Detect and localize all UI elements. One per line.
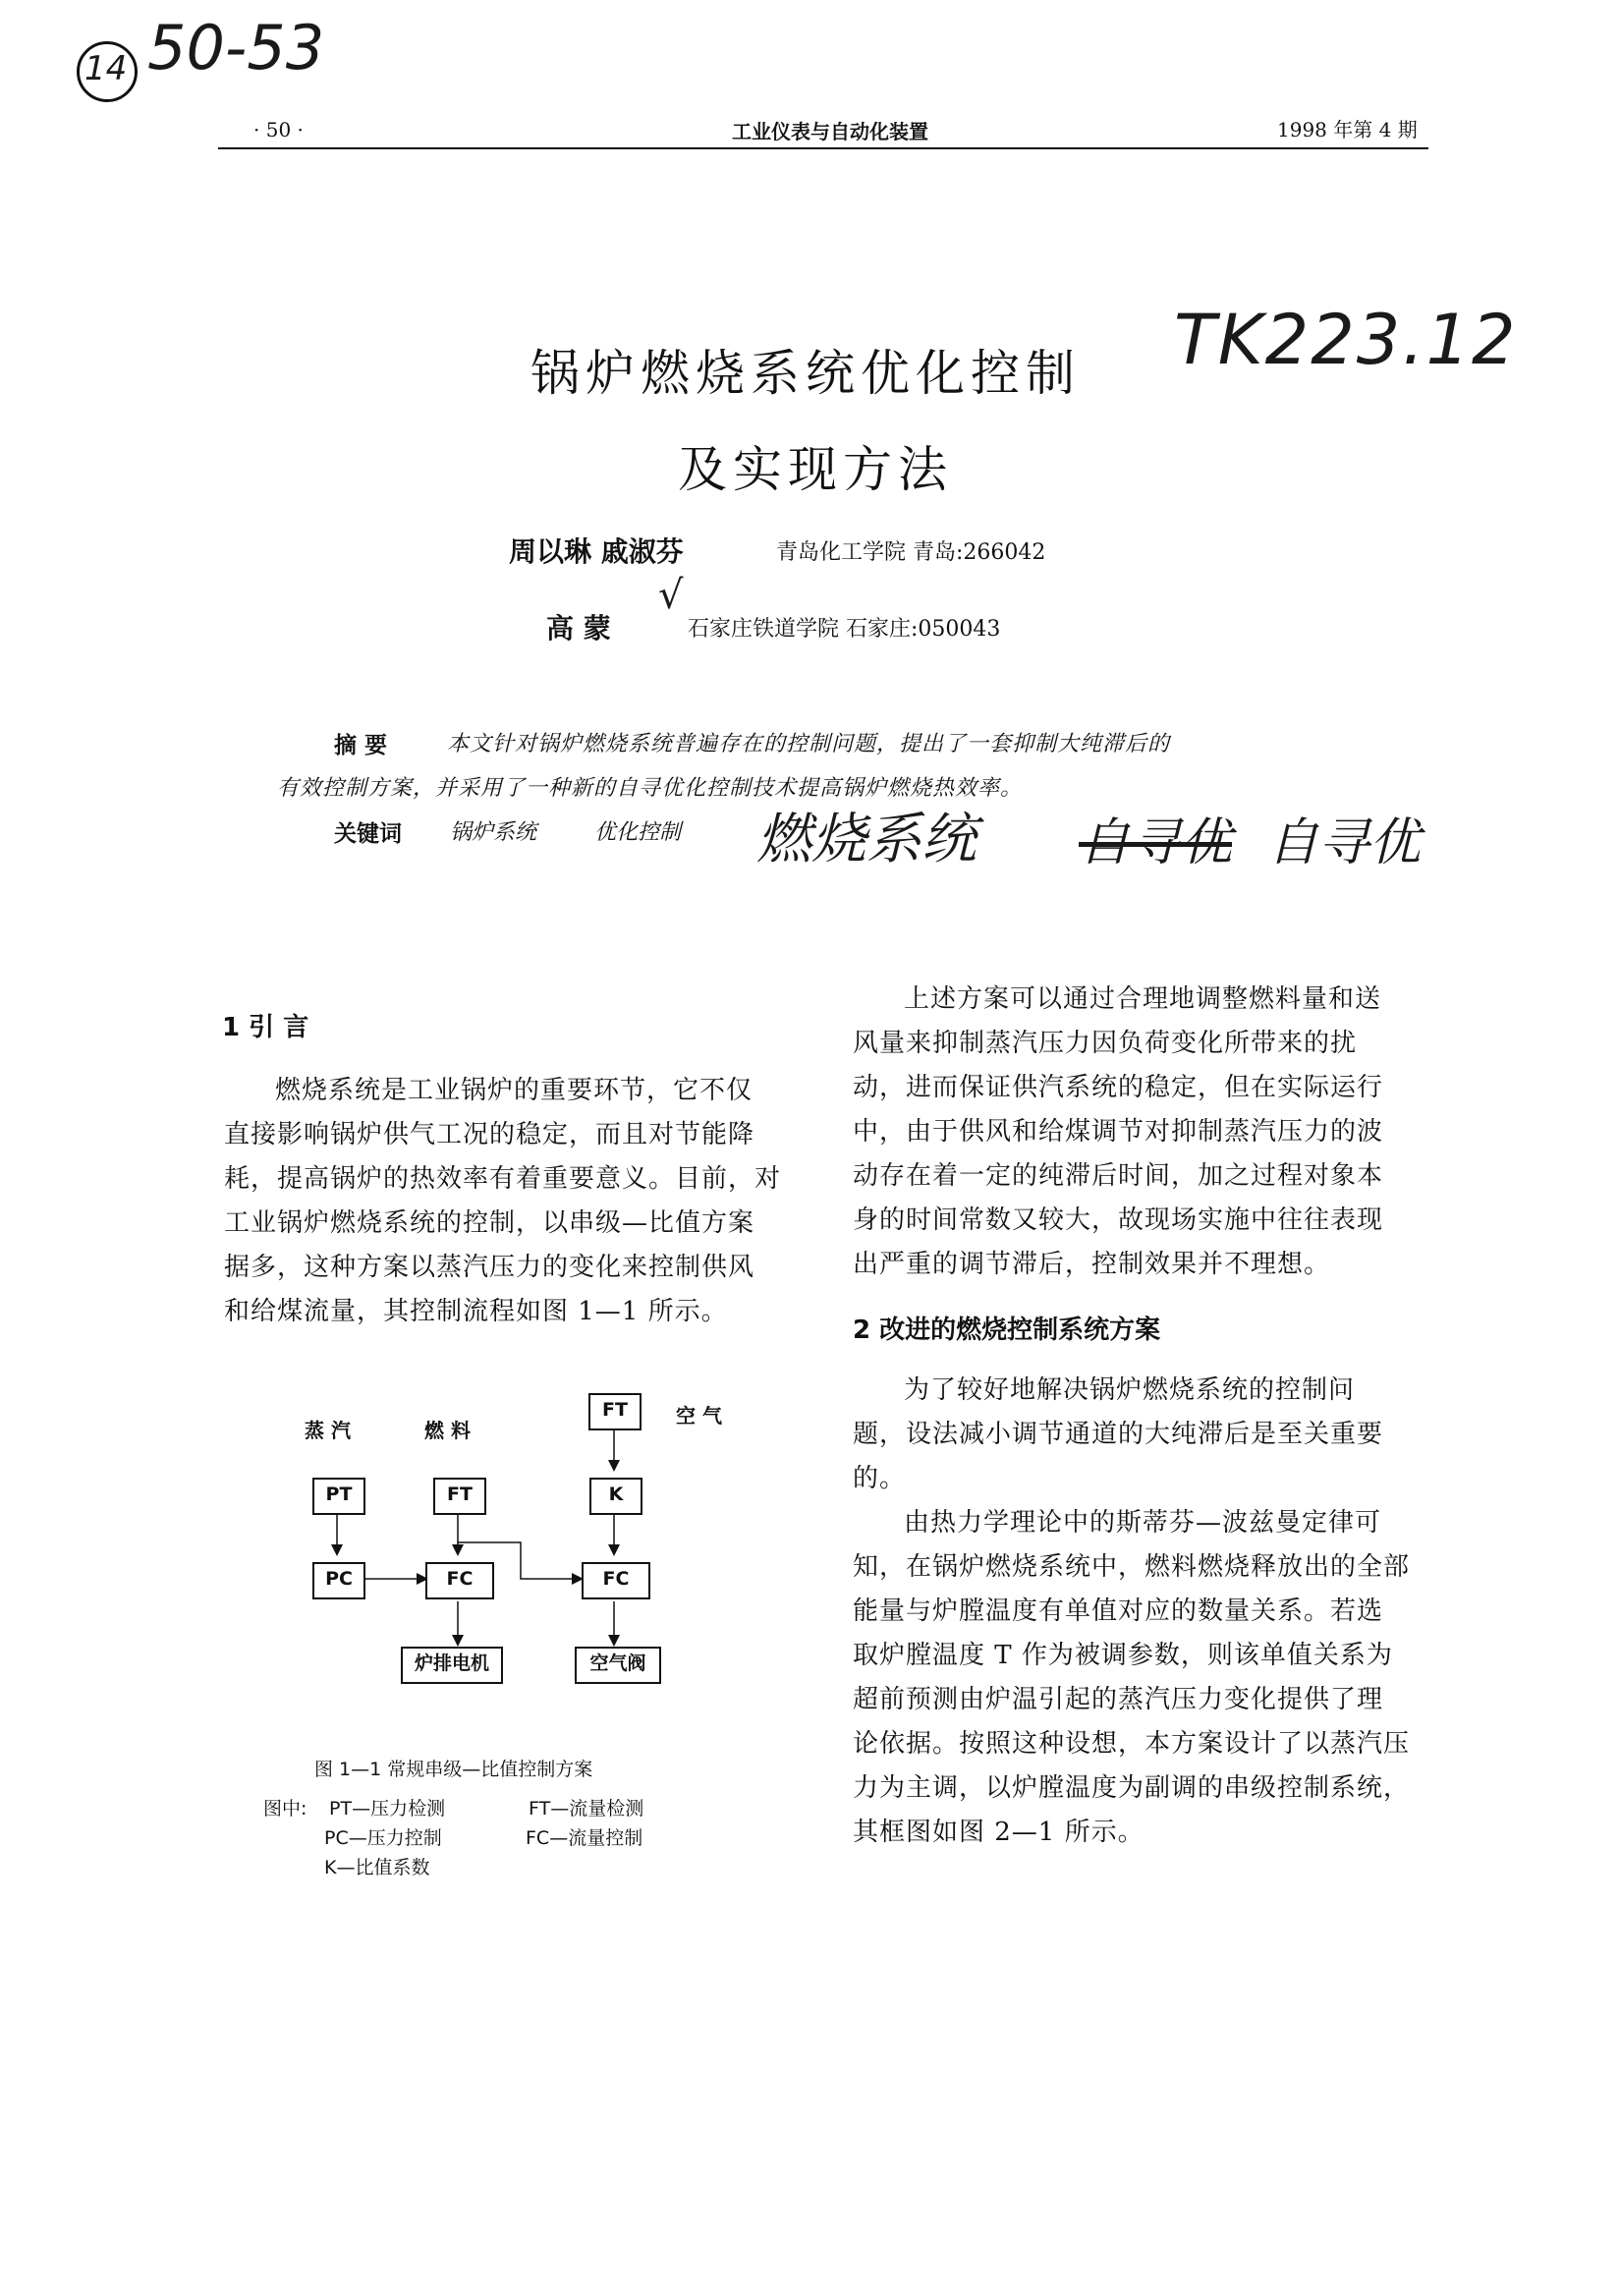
text-line: 能量与炉膛温度有单值对应的数量关系。若选: [853, 1596, 1384, 1626]
text-line: 身的时间常数又较大，故现场实施中往往表现: [853, 1205, 1384, 1235]
text-line: 其框图如图 2—1 所示。: [853, 1818, 1144, 1847]
box-fc-fuel: FC: [425, 1562, 494, 1599]
box-ft-air: FT: [588, 1393, 642, 1430]
author-affiliation-1: 青岛化工学院 青岛:266042: [776, 540, 1046, 565]
text-line: 出严重的调节滞后，控制效果并不理想。: [853, 1250, 1331, 1279]
box-pc: PC: [312, 1562, 365, 1599]
label-steam: 蒸 汽: [305, 1419, 351, 1442]
handwritten-circled-number: 14: [84, 49, 128, 88]
text-line: 耗，提高锅炉的热效率有着重要意义。目前，对: [224, 1164, 782, 1194]
text-line: 超前预测由炉温引起的蒸汽压力变化提供了理: [853, 1685, 1384, 1714]
legend-item: PT—压力检测: [329, 1798, 446, 1820]
box-fc-air: FC: [582, 1562, 650, 1599]
header-journal: 工业仪表与自动化装置: [732, 120, 928, 143]
text-line: 取炉膛温度 T 作为被调参数，则该单值关系为: [853, 1641, 1393, 1670]
right-paragraph-2: [853, 1369, 1430, 1501]
keywords-label: 关键词: [334, 821, 402, 847]
diagram-connectors: [295, 1375, 727, 1700]
text-line: 据多，这种方案以蒸汽压力的变化来控制供风: [224, 1253, 755, 1282]
text-line: 和给煤流量，其控制流程如图 1—1 所示。: [224, 1297, 728, 1326]
figure-caption: 图 1—1 常规串级—比值控制方案: [314, 1759, 593, 1780]
figure-legend-prefix: 图中:: [263, 1798, 307, 1820]
text-line: 为了较好地解决锅炉燃烧系统的控制问: [904, 1375, 1356, 1405]
box-k: K: [589, 1478, 642, 1515]
handwritten-keyword-crossed: 自寻优: [1079, 813, 1233, 872]
author-affiliation-2: 石家庄铁道学院 石家庄:050043: [688, 617, 1001, 642]
author-names-2: 高 蒙: [546, 612, 611, 644]
text-line: 动，进而保证供汽系统的稳定，但在实际运行: [853, 1073, 1384, 1102]
paper-title-line1: 锅炉燃烧系统优化控制: [530, 345, 1081, 402]
section-2-heading: 2 改进的燃烧控制系统方案: [853, 1316, 1161, 1345]
text-line: 工业锅炉燃烧系统的控制，以串级—比值方案: [224, 1208, 755, 1238]
header-issue: 1998 年第 4 期: [1277, 118, 1418, 141]
section-1-paragraph: [224, 1069, 806, 1334]
box-air-valve: 空气阀: [575, 1647, 661, 1684]
box-grate-motor: 炉排电机: [401, 1647, 503, 1684]
handwritten-keyword-selfopt: 自寻优: [1267, 813, 1422, 872]
handwritten-keyword-combustion: 燃烧系统: [756, 808, 977, 871]
legend-item: FT—流量检测: [529, 1798, 644, 1820]
text-line: 知，在锅炉燃烧系统中，燃料燃烧释放出的全部: [853, 1552, 1411, 1582]
label-fuel: 燃 料: [424, 1419, 471, 1442]
box-ft-fuel: FT: [433, 1478, 486, 1515]
text-line: 燃烧系统是工业锅炉的重要环节，它不仅: [275, 1076, 754, 1105]
section-1-heading: 1 引 言: [222, 1013, 309, 1042]
header-page-number: · 50 ·: [253, 118, 304, 141]
text-line: 动存在着一定的纯滞后时间，加之过程对象本: [853, 1161, 1384, 1191]
handwritten-class-code: TK223.12: [1174, 300, 1518, 380]
right-paragraph-1: [853, 978, 1430, 1287]
right-paragraph-3: [853, 1501, 1430, 1855]
text-line: 的。: [853, 1464, 907, 1493]
paper-title-line2: 及实现方法: [678, 441, 953, 498]
text-line: 风量来抑制蒸汽压力因负荷变化所带来的扰: [853, 1029, 1358, 1058]
legend-item: PC—压力控制: [324, 1827, 442, 1849]
text-line: 由热力学理论中的斯蒂芬—波兹曼定律可: [904, 1508, 1382, 1538]
text-line: 上述方案可以通过合理地调整燃料量和送: [904, 984, 1382, 1014]
keyword-1: 锅炉系统: [450, 820, 537, 845]
abstract-line-2: 有效控制方案，并采用了一种新的自寻优化控制技术提高锅炉燃烧热效率。: [277, 776, 1024, 801]
text-line: 题，设法减小调节通道的大纯滞后是至关重要: [853, 1420, 1384, 1449]
handwritten-check-mark: √: [658, 573, 684, 618]
legend-item: FC—流量控制: [526, 1827, 643, 1849]
text-line: 力为主调，以炉膛温度为副调的串级控制系统，: [853, 1773, 1411, 1803]
abstract-line-1: 本文针对锅炉燃烧系统普遍存在的控制问题，提出了一套抑制大纯滞后的: [447, 732, 1171, 756]
text-line: 直接影响锅炉供气工况的稳定，而且对节能降: [224, 1120, 755, 1149]
box-pt: PT: [312, 1478, 365, 1515]
legend-item: K—比值系数: [324, 1857, 430, 1878]
author-names-1: 周以琳 戚淑芬: [509, 535, 684, 568]
keyword-2: 优化控制: [594, 820, 682, 845]
text-line: 论依据。按照这种设想，本方案设计了以蒸汽压: [853, 1729, 1411, 1759]
label-air: 空 气: [676, 1404, 722, 1428]
text-line: 中，由于供风和给煤调节对抑制蒸汽压力的波: [853, 1117, 1384, 1147]
abstract-label: 摘 要: [334, 733, 388, 758]
handwritten-page-range: 50-53: [147, 12, 325, 84]
header-rule: [218, 147, 1428, 149]
